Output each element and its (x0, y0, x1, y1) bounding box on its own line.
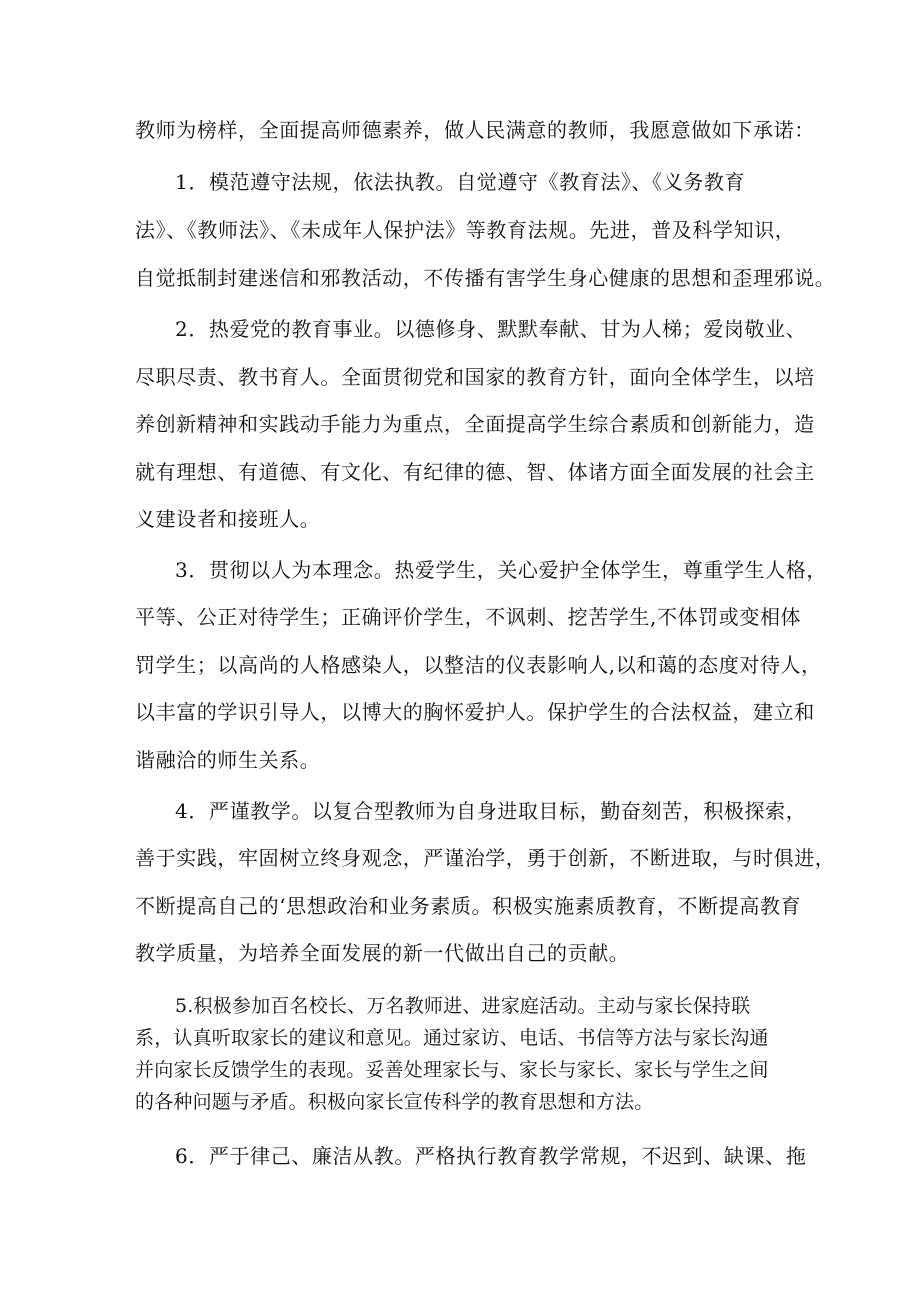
item-5-line-3: 并向家长反馈学生的表现。妥善处理家长与、家长与家长、家长与学生之间 (135, 1059, 769, 1081)
item-4-line-1: 4．严谨教学。以复合型教师为自身进取目标，勤奋刻苦，积极探索， (175, 799, 807, 823)
item-2-line-3: 养创新精神和实践动手能力为重点，全面提高学生综合素质和创新能力，造 (135, 412, 815, 436)
item-4-line-2: 善于实践，牢固树立终身观念，严谨治学，勇于创新，不断进取，与时俱进， (135, 846, 836, 870)
item-3-line-4: 以丰富的学识引导人，以博大的胸怀爱护人。保护学生的合法权益，建立和 (135, 700, 815, 724)
item-3-line-2: 平等、公正对待学生；正确评价学生，不讽刺、挖苦学生,不体罚或变相体 (135, 605, 802, 629)
item-2-line-5: 义建设者和接班人。 (135, 507, 321, 531)
item-4-line-3: 不断提高自己的‘思想政治和业务素质。积极实施素质教育，不断提高教育 (135, 894, 802, 918)
item-5-line-1: 5.积极参加百名校长、万名教师进、进家庭活动。主动与家长保持联 (175, 995, 751, 1017)
item-3-line-3: 罚学生；以高尚的人格感染人，以整洁的仪表影响人,以和蔼的态度对待人， (135, 653, 822, 677)
item-1-line-3: 自觉抵制封建迷信和邪教活动，不传播有害学生身心健康的思想和歪理邪说。 (135, 266, 836, 290)
item-2-line-1: 2．热爱党的教育事业。以德修身、默默奉献、甘为人梯；爱岗敬业、 (175, 317, 807, 341)
item-2-line-4: 就有理想、有道德、有文化、有纪律的德、智、体诸方面全面发展的社会主 (135, 460, 815, 484)
item-5-line-4: 的各种问题与矛盾。积极向家长宣传科学的教育思想和方法。 (135, 1091, 654, 1113)
intro-line: 教师为榜样，全面提高师德素养，做人民满意的教师，我愿意做如下承诺： (135, 118, 815, 142)
item-1-line-1: 1．模范遵守法规，依法执教。自觉遵守《教育法》、《义务教育 (175, 170, 746, 194)
item-5-line-2: 系，认真听取家长的建议和意见。通过家访、电话、书信等方法与家长沟通 (135, 1027, 769, 1049)
item-3-line-5: 谐融洽的师生关系。 (135, 748, 321, 772)
item-4-line-4: 教学质量，为培养全面发展的新一代做出自己的贡献。 (135, 941, 630, 965)
item-3-line-1: 3．贯彻以人为本理念。热爱学生，关心爱护全体学生，尊重学生人格， (175, 558, 827, 582)
item-1-line-2: 法》、《教师法》、《未成年人保护法》等教育法规。先进，普及科学知识， (135, 218, 796, 242)
item-2-line-2: 尽职尽责、教书育人。全面贯彻党和国家的教育方针，面向全体学生，以培 (135, 365, 815, 389)
item-6-line-1: 6．严于律己、廉洁从教。严格执行教育教学常规，不迟到、缺课、拖 (175, 1144, 807, 1168)
